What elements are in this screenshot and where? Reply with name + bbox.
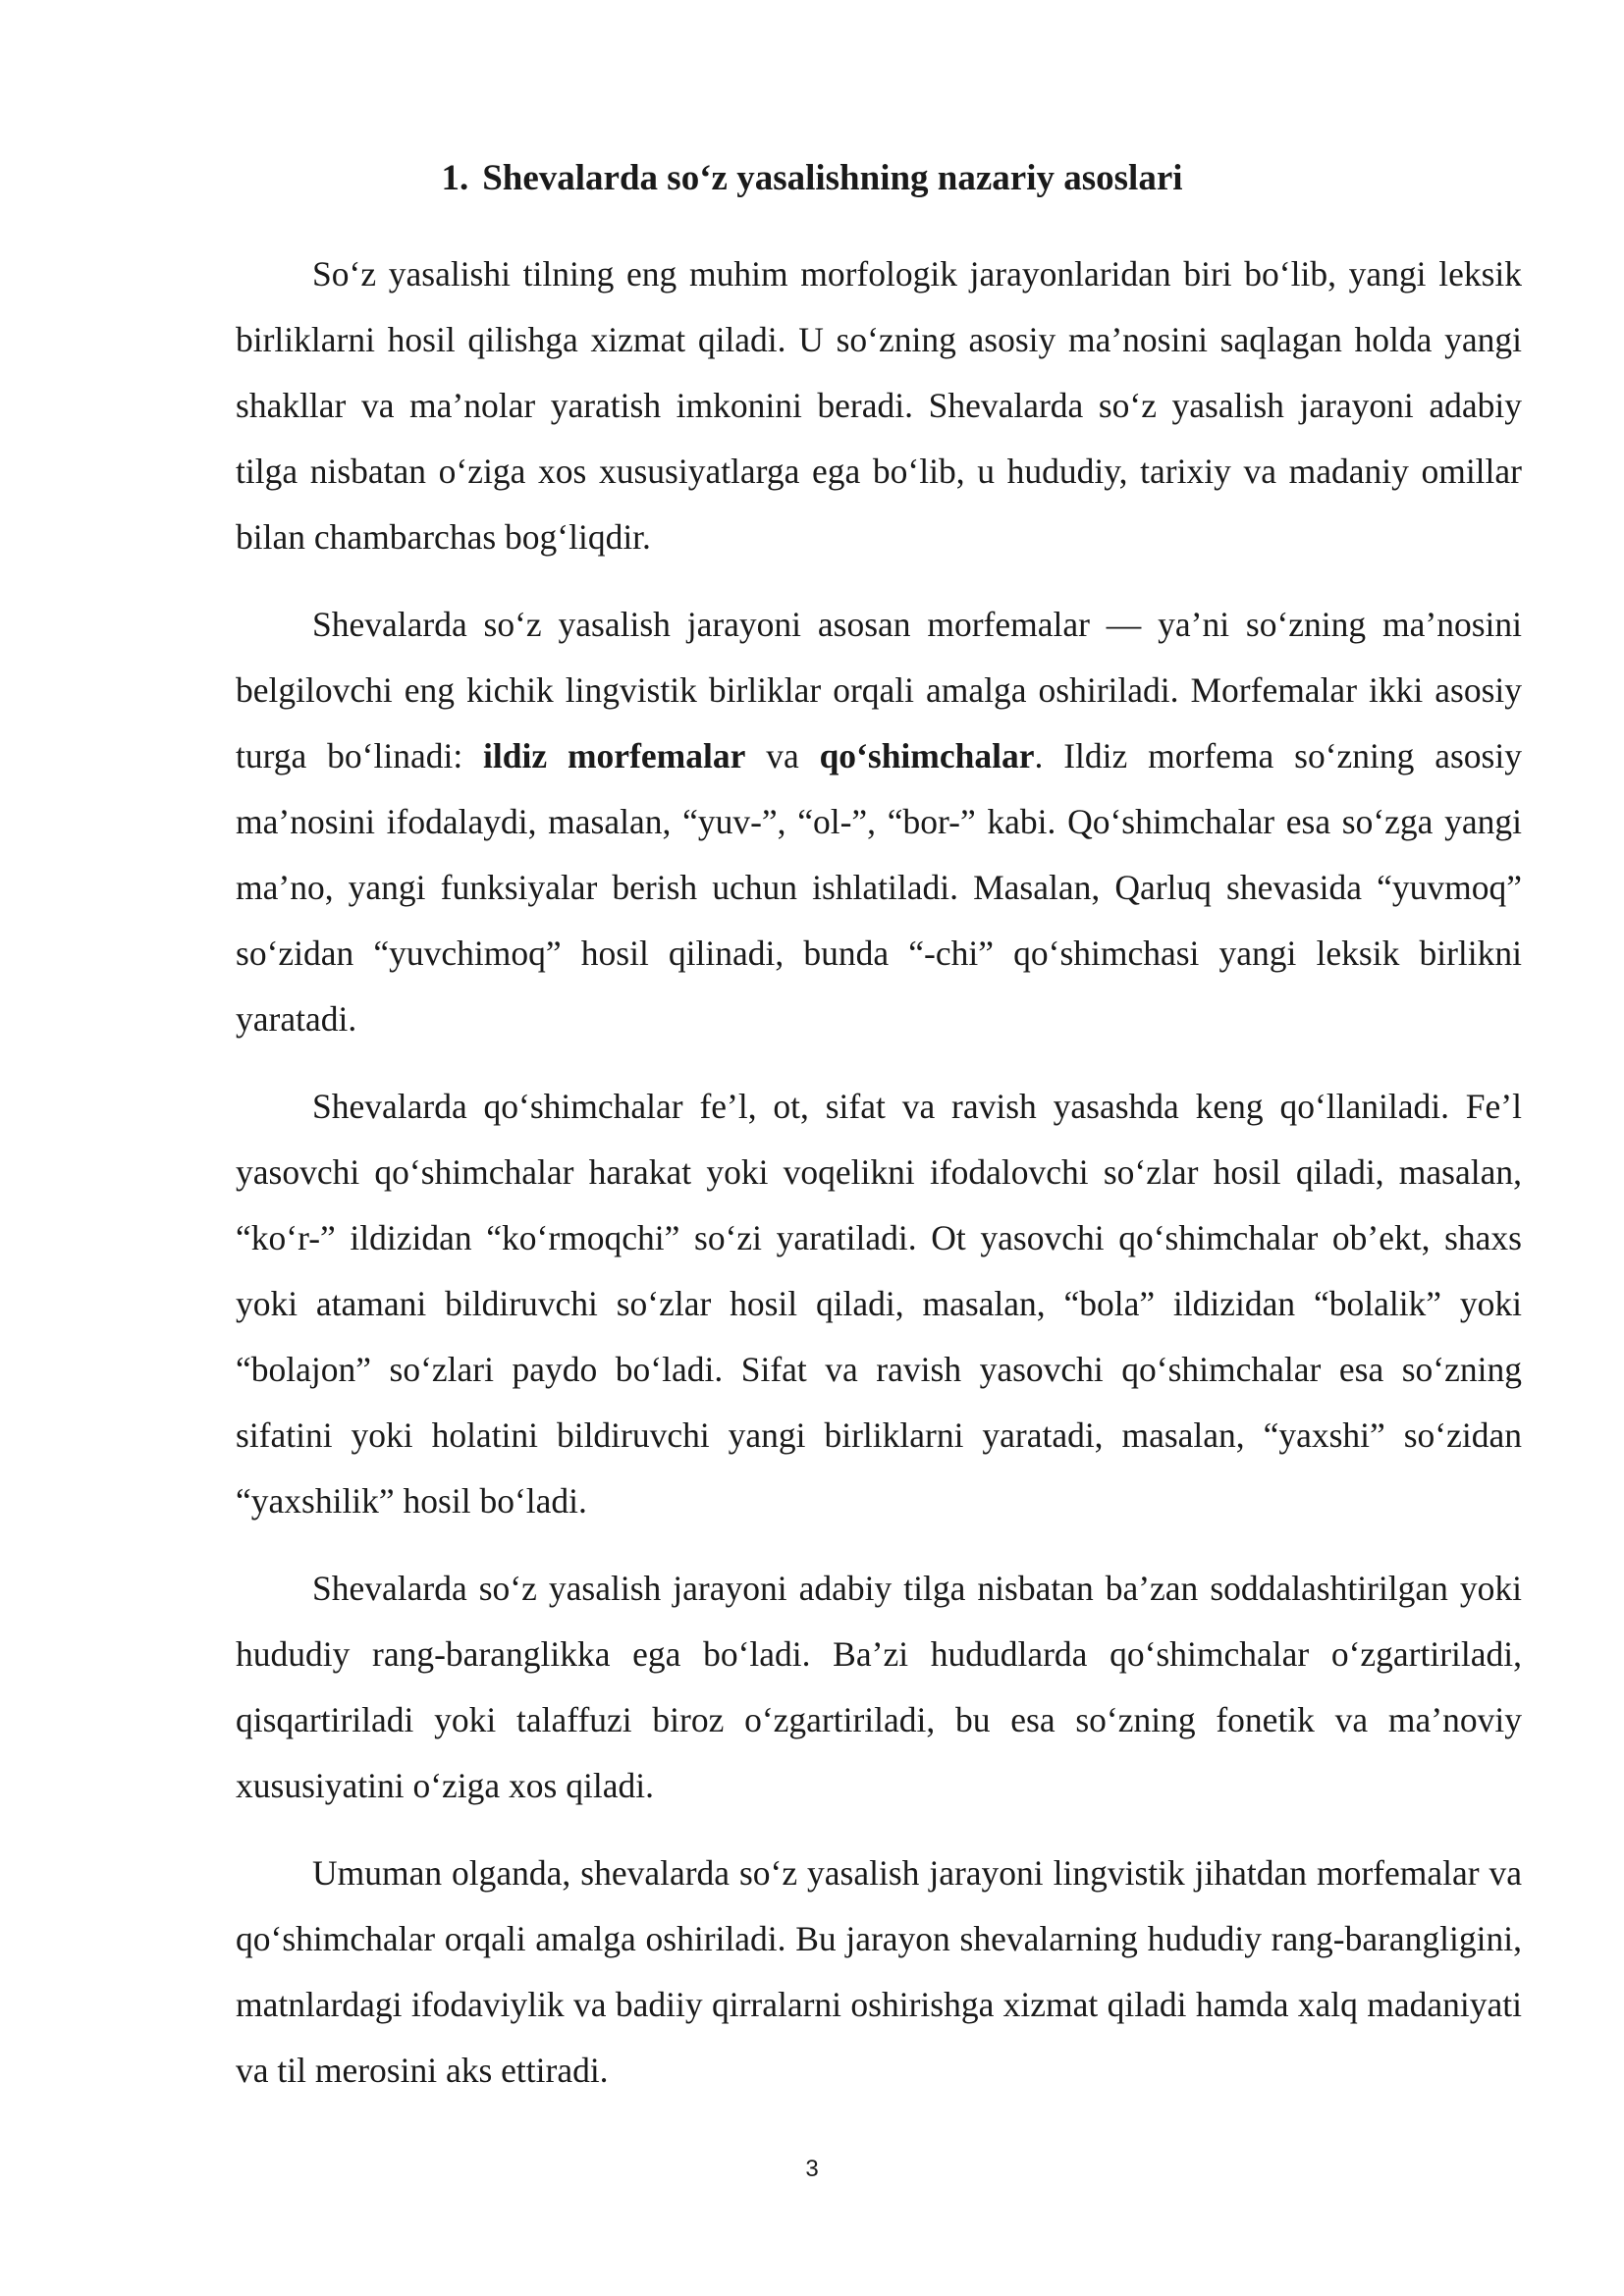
paragraph-1: So‘z yasalishi tilning eng muhim morfologik jarayonlaridan biri bo‘lib, yangi leksik birliklarni hosil qilishga xizmat qiladi. U so‘zning asosiy ma’nosini saqlagan holda yangi shakllar va ma’nolar yaratish imkonini beradi. Shevalarda so‘z yasalish jarayoni adabiy tilga nisbatan o‘ziga xos xususiyatlarga ega bo‘lib, u hududiy, tarixiy va madaniy omillar bilan chambarchas bog‘liqdir. [236,254,1522,557]
paragraph-3: Shevalarda qo‘shimchalar fe’l, ot, sifat va ravish yasashda keng qo‘llaniladi. Fe’l yasovchi qo‘shimchalar harakat yoki voqelikni ifodalovchi so‘zlar hosil qiladi, masalan, “ko‘r-” ildizidan “ko‘rmoqchi” so‘zi yaratiladi. Ot yasovchi qo‘shimchalar ob’ekt, shaxs yoki atamani bildiruvchi so‘zlar hosil qiladi, masalan, “bola” ildizidan “bolalik” yoki “bolajon” so‘zlari paydo bo‘ladi. Sifat va ravish yasovchi qo‘shimchalar esa so‘zning sifatini yoki holatini bildiruvchi yangi birliklarni yaratadi, masalan, “yaxshi” so‘zidan “yaxshilik” hosil bo‘ladi. [236,1087,1522,1521]
paragraph-4: Shevalarda so‘z yasalish jarayoni adabiy tilga nisbatan ba’zan soddalashtirilgan yoki hududiy rang-baranglikka ega bo‘ladi. Ba’zi hududlarda qo‘shimchalar o‘zgartiriladi, qisqartiriladi yoki talaffuzi biroz o‘zgartiriladi, bu esa so‘zning fonetik va ma’noviy xususiyatini o‘ziga xos qiladi. [236,1569,1522,1805]
paragraph-2-part-1: Shevalarda so‘z yasalish jarayoni asosan morfemalar — ya’ni so‘zning ma’nosini belgilovchi eng kichik lingvistik birliklar orqali amalga oshiriladi. Morfemalar ikki asosiy turga bo‘linadi: [236,605,1522,775]
bold-term-root-morphemes: ildiz morfemalar [483,736,746,775]
section-number: 1. [441,158,469,198]
section-heading [0,155,1624,202]
page-number: 3 [805,2156,819,2182]
paragraph-2-part-2: va [745,736,820,775]
paragraph-5: Umuman olganda, shevalarda so‘z yasalish jarayoni lingvistik jihatdan morfemalar va qo‘shimchalar orqali amalga oshiriladi. Bu jarayon shevalarning hududiy rang-barangligini, matnlardagi ifodaviylik va badiiy qirralarni oshirishga xizmat qiladi hamda xalq madaniyati va til merosini aks ettiradi. [236,1853,1522,2090]
body-text [236,241,1522,2125]
bold-term-suffixes: qo‘shimchalar [819,736,1035,775]
section-title: Shevalarda so‘z yasalishning nazariy asoslari [482,158,1183,198]
paragraph-2-part-3: . Ildiz morfema so‘zning asosiy ma’nosini ifodalaydi, masalan, “yuv-”, “ol-”, “bor-” kabi. Qo‘shimchalar esa so‘zga yangi ma’no, yangi funksiyalar berish uchun ishlatiladi. Masalan, Qarluq shevasida “yuvmoq” so‘zidan “yuvchimoq” hosil qilinadi, bunda “-chi” qo‘shimchasi yangi leksik birlikni yaratadi. [236,736,1522,1039]
paragraph-2 [236,592,1522,1052]
